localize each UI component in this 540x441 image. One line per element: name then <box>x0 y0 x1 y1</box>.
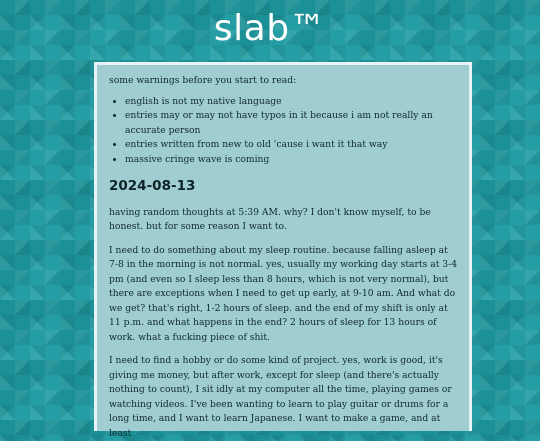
warning-item: • entries written from new to old 'cause i want it that way <box>125 138 459 153</box>
entry-paragraph: I need to do something about my sleep routine. because falling asleep at 7-8 in the morning is not normal. yes, usually my working day starts at 3-4 pm (and even so I sleep less than 8 hours, which is not very normal), but there are exceptions when I need to get up early, at 9-10 am. And what do we get? that's right, 1-2 hours of sleep. and the end of my shift is only at 11 p.m. and what happens in the end? 2 hours of sleep for 13 hours of work. what a fucking piece of shit. <box>109 244 458 343</box>
entry-paragraph: I need to find a hobby or do some kind of project. yes, work is good, it's giving me money, but after work, except for sleep (and there's actually nothing to count), I sit idly at my computer all the time, playing games or watching videos. I've been wanting to learn to play guitar or drums for a long time, and I want to learn Japanese. I want to make a game, and at least <box>109 355 452 439</box>
warning-item: • english is not my native language <box>125 95 459 110</box>
content-panel <box>94 62 472 439</box>
warning-item: • massive cringe wave is coming <box>125 153 459 168</box>
intro-heading: some warnings before you start to read: <box>109 75 297 86</box>
entry-paragraph: having random thoughts at 5:39 AM. why? I don't know myself, to be honest. but for some reason I want to. <box>109 206 431 232</box>
warnings-list <box>107 95 459 168</box>
warning-item: • entries may or may not have typos in it because i am not really an accurate person <box>125 109 459 138</box>
post-date-heading: 2024-08-13 <box>109 178 196 194</box>
site-title[interactable]: slab™ <box>213 8 327 49</box>
